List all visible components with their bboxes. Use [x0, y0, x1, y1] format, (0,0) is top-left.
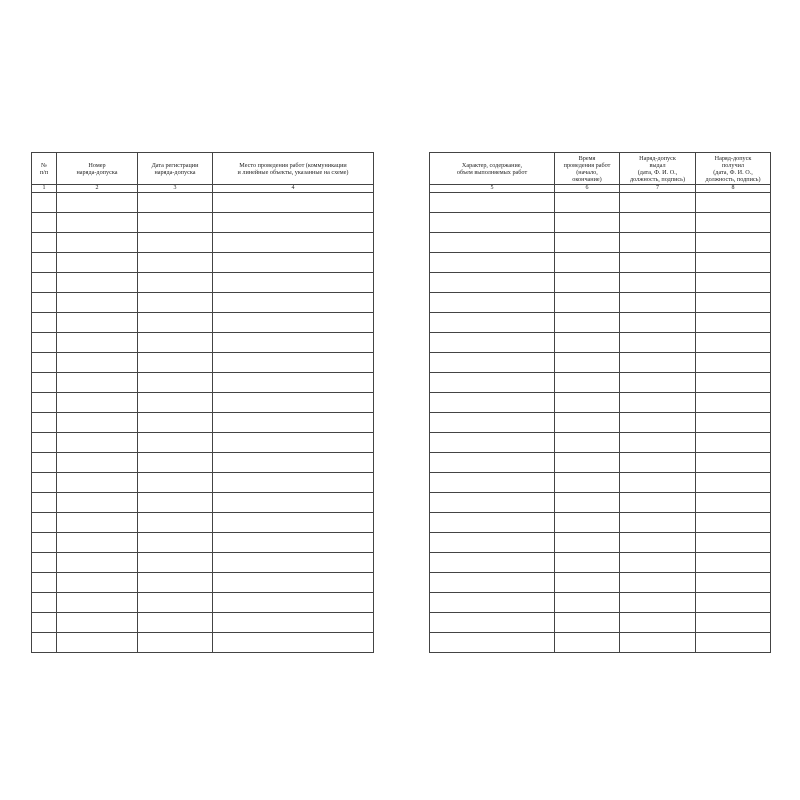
empty-cell: [620, 233, 696, 253]
column-number-row: [430, 185, 771, 193]
empty-cell: [555, 573, 620, 593]
table-row: [430, 413, 771, 433]
table-row: [32, 313, 374, 333]
empty-cell: [138, 253, 213, 273]
empty-cell: [696, 233, 771, 253]
empty-cell: [620, 413, 696, 433]
empty-cell: [32, 193, 57, 213]
empty-cell: [696, 393, 771, 413]
empty-cell: [696, 193, 771, 213]
empty-cell: [696, 293, 771, 313]
empty-cell: [430, 333, 555, 353]
table-row: [430, 273, 771, 293]
empty-cell: [138, 533, 213, 553]
empty-cell: [213, 193, 374, 213]
left-table-body: [32, 193, 374, 653]
header-permit-number: Номер наряда-допуска: [57, 153, 138, 185]
table-row: [32, 213, 374, 233]
empty-cell: [430, 373, 555, 393]
empty-cell: [620, 253, 696, 273]
empty-cell: [430, 593, 555, 613]
left-page-journal-table: [31, 152, 374, 653]
empty-cell: [213, 513, 374, 533]
empty-cell: [430, 393, 555, 413]
empty-cell: [32, 493, 57, 513]
empty-cell: [138, 573, 213, 593]
empty-cell: [213, 473, 374, 493]
table-row: [32, 393, 374, 413]
empty-cell: [32, 253, 57, 273]
empty-cell: [555, 233, 620, 253]
header-registration-date: Дата регистрации наряда-допуска: [138, 153, 213, 185]
empty-cell: [213, 533, 374, 553]
empty-cell: [555, 213, 620, 233]
empty-cell: [57, 233, 138, 253]
header-work-location: Место проведения работ (коммуникации и линейные объекты, указанные на схеме): [213, 153, 374, 185]
table-row: [32, 373, 374, 393]
empty-cell: [213, 273, 374, 293]
empty-cell: [620, 553, 696, 573]
empty-cell: [213, 313, 374, 333]
empty-cell: [430, 513, 555, 533]
table-row: [32, 233, 374, 253]
empty-cell: [138, 593, 213, 613]
empty-cell: [57, 533, 138, 553]
table-row: [32, 593, 374, 613]
empty-cell: [138, 273, 213, 293]
empty-cell: [696, 453, 771, 473]
empty-cell: [555, 353, 620, 373]
table-row: [430, 533, 771, 553]
empty-cell: [57, 573, 138, 593]
empty-cell: [32, 573, 57, 593]
empty-cell: [57, 493, 138, 513]
empty-cell: [138, 333, 213, 353]
empty-cell: [213, 593, 374, 613]
empty-cell: [138, 313, 213, 333]
empty-cell: [138, 473, 213, 493]
empty-cell: [213, 293, 374, 313]
empty-cell: [57, 433, 138, 453]
table-row: [430, 613, 771, 633]
empty-cell: [57, 513, 138, 533]
empty-cell: [138, 633, 213, 653]
empty-cell: [555, 313, 620, 333]
table-row: [32, 573, 374, 593]
empty-cell: [213, 233, 374, 253]
empty-cell: [555, 593, 620, 613]
empty-cell: [138, 353, 213, 373]
table-row: [430, 353, 771, 373]
column-number: 8: [696, 185, 771, 193]
empty-cell: [213, 453, 374, 473]
table-row: [430, 313, 771, 333]
empty-cell: [32, 333, 57, 353]
empty-cell: [430, 313, 555, 333]
empty-cell: [620, 313, 696, 333]
column-number: 3: [138, 185, 213, 193]
right-page-journal-table: [429, 152, 771, 653]
empty-cell: [430, 233, 555, 253]
right-table-body: [430, 193, 771, 653]
column-number-row: [32, 185, 374, 193]
empty-cell: [430, 573, 555, 593]
empty-cell: [696, 353, 771, 373]
empty-cell: [57, 273, 138, 293]
empty-cell: [696, 613, 771, 633]
empty-cell: [32, 473, 57, 493]
empty-cell: [620, 353, 696, 373]
empty-cell: [138, 553, 213, 573]
empty-cell: [57, 213, 138, 233]
table-row: [430, 473, 771, 493]
empty-cell: [32, 373, 57, 393]
empty-cell: [57, 633, 138, 653]
empty-cell: [555, 513, 620, 533]
empty-cell: [620, 453, 696, 473]
table-row: [430, 493, 771, 513]
table-row: [32, 633, 374, 653]
empty-cell: [555, 633, 620, 653]
table-row: [430, 333, 771, 353]
empty-cell: [57, 393, 138, 413]
empty-cell: [57, 313, 138, 333]
empty-cell: [696, 313, 771, 333]
empty-cell: [32, 633, 57, 653]
empty-cell: [57, 253, 138, 273]
empty-cell: [213, 613, 374, 633]
table-row: [32, 413, 374, 433]
table-row: [32, 553, 374, 573]
empty-cell: [430, 473, 555, 493]
empty-cell: [57, 373, 138, 393]
empty-cell: [138, 373, 213, 393]
empty-cell: [620, 193, 696, 213]
empty-cell: [620, 613, 696, 633]
empty-cell: [696, 573, 771, 593]
empty-cell: [32, 233, 57, 253]
empty-cell: [620, 533, 696, 553]
table-row: [32, 293, 374, 313]
empty-cell: [213, 573, 374, 593]
empty-cell: [138, 513, 213, 533]
empty-cell: [555, 253, 620, 273]
table-row: [32, 473, 374, 493]
column-number: 1: [32, 185, 57, 193]
empty-cell: [620, 213, 696, 233]
empty-cell: [57, 413, 138, 433]
empty-cell: [430, 633, 555, 653]
empty-cell: [555, 533, 620, 553]
empty-cell: [57, 593, 138, 613]
table-row: [430, 373, 771, 393]
empty-cell: [32, 293, 57, 313]
empty-cell: [57, 473, 138, 493]
empty-cell: [555, 333, 620, 353]
empty-cell: [213, 213, 374, 233]
table-row: [430, 433, 771, 453]
empty-cell: [620, 573, 696, 593]
table-row: [430, 253, 771, 273]
empty-cell: [430, 253, 555, 273]
empty-cell: [213, 433, 374, 453]
empty-cell: [555, 293, 620, 313]
empty-cell: [696, 593, 771, 613]
column-number: 4: [213, 185, 374, 193]
table-row: [430, 593, 771, 613]
column-number: 7: [620, 185, 696, 193]
empty-cell: [57, 353, 138, 373]
empty-cell: [430, 193, 555, 213]
empty-cell: [696, 553, 771, 573]
empty-cell: [620, 273, 696, 293]
empty-cell: [32, 213, 57, 233]
empty-cell: [213, 373, 374, 393]
empty-cell: [57, 613, 138, 633]
column-number: 6: [555, 185, 620, 193]
table-row: [32, 193, 374, 213]
header-work-time: Время проведения работ (начало, окончание): [555, 153, 620, 185]
empty-cell: [138, 413, 213, 433]
empty-cell: [32, 593, 57, 613]
header-permit-issued: Наряд-допуск выдал (дата, Ф. И. О., должность, подпись): [620, 153, 696, 185]
table-row: [430, 393, 771, 413]
header-row: [430, 153, 771, 185]
empty-cell: [696, 513, 771, 533]
empty-cell: [32, 393, 57, 413]
empty-cell: [32, 533, 57, 553]
empty-cell: [555, 553, 620, 573]
empty-cell: [555, 393, 620, 413]
empty-cell: [696, 213, 771, 233]
empty-cell: [430, 353, 555, 373]
header-row: [32, 153, 374, 185]
empty-cell: [138, 493, 213, 513]
table-row: [430, 233, 771, 253]
table-row: [32, 613, 374, 633]
table-row: [430, 553, 771, 573]
empty-cell: [57, 553, 138, 573]
empty-cell: [620, 293, 696, 313]
empty-cell: [57, 333, 138, 353]
empty-cell: [555, 413, 620, 433]
empty-cell: [32, 553, 57, 573]
empty-cell: [620, 493, 696, 513]
empty-cell: [430, 613, 555, 633]
empty-cell: [57, 193, 138, 213]
empty-cell: [32, 513, 57, 533]
table-row: [32, 333, 374, 353]
empty-cell: [555, 493, 620, 513]
empty-cell: [213, 353, 374, 373]
empty-cell: [213, 393, 374, 413]
empty-cell: [32, 413, 57, 433]
empty-cell: [696, 493, 771, 513]
empty-cell: [696, 333, 771, 353]
empty-cell: [57, 453, 138, 473]
table-row: [32, 253, 374, 273]
empty-cell: [138, 613, 213, 633]
table-row: [32, 513, 374, 533]
table-row: [32, 353, 374, 373]
empty-cell: [555, 453, 620, 473]
empty-cell: [430, 533, 555, 553]
table-row: [430, 633, 771, 653]
empty-cell: [430, 293, 555, 313]
table-row: [430, 293, 771, 313]
empty-cell: [138, 453, 213, 473]
empty-cell: [430, 453, 555, 473]
table-row: [430, 213, 771, 233]
empty-cell: [620, 433, 696, 453]
table-row: [32, 433, 374, 453]
empty-cell: [32, 613, 57, 633]
empty-cell: [555, 613, 620, 633]
empty-cell: [555, 273, 620, 293]
empty-cell: [138, 433, 213, 453]
table-row: [32, 533, 374, 553]
empty-cell: [213, 253, 374, 273]
empty-cell: [620, 333, 696, 353]
header-work-description: Характер, содержание, объем выполняемых работ: [430, 153, 555, 185]
empty-cell: [555, 193, 620, 213]
empty-cell: [213, 633, 374, 653]
empty-cell: [555, 473, 620, 493]
empty-cell: [696, 533, 771, 553]
empty-cell: [213, 333, 374, 353]
empty-cell: [430, 273, 555, 293]
column-number: 2: [57, 185, 138, 193]
empty-cell: [430, 413, 555, 433]
empty-cell: [213, 493, 374, 513]
header-row-number: № п/п: [32, 153, 57, 185]
table-row: [32, 453, 374, 473]
table-row: [430, 193, 771, 213]
empty-cell: [57, 293, 138, 313]
table-row: [430, 513, 771, 533]
empty-cell: [430, 213, 555, 233]
column-number: 5: [430, 185, 555, 193]
table-row: [430, 573, 771, 593]
empty-cell: [696, 373, 771, 393]
empty-cell: [696, 253, 771, 273]
empty-cell: [555, 373, 620, 393]
empty-cell: [620, 513, 696, 533]
empty-cell: [138, 233, 213, 253]
empty-cell: [696, 633, 771, 653]
empty-cell: [213, 553, 374, 573]
empty-cell: [32, 353, 57, 373]
empty-cell: [620, 473, 696, 493]
empty-cell: [32, 313, 57, 333]
empty-cell: [32, 433, 57, 453]
empty-cell: [696, 473, 771, 493]
empty-cell: [138, 193, 213, 213]
empty-cell: [620, 593, 696, 613]
empty-cell: [138, 213, 213, 233]
empty-cell: [620, 393, 696, 413]
empty-cell: [430, 553, 555, 573]
empty-cell: [138, 293, 213, 313]
table-row: [32, 493, 374, 513]
empty-cell: [32, 273, 57, 293]
empty-cell: [555, 433, 620, 453]
empty-cell: [430, 433, 555, 453]
empty-cell: [32, 453, 57, 473]
empty-cell: [696, 413, 771, 433]
empty-cell: [430, 493, 555, 513]
empty-cell: [620, 633, 696, 653]
table-row: [32, 273, 374, 293]
header-permit-received: Наряд-допуск получил (дата, Ф. И. О., должность, подпись): [696, 153, 771, 185]
empty-cell: [620, 373, 696, 393]
empty-cell: [213, 413, 374, 433]
empty-cell: [138, 393, 213, 413]
empty-cell: [696, 433, 771, 453]
empty-cell: [696, 273, 771, 293]
table-row: [430, 453, 771, 473]
